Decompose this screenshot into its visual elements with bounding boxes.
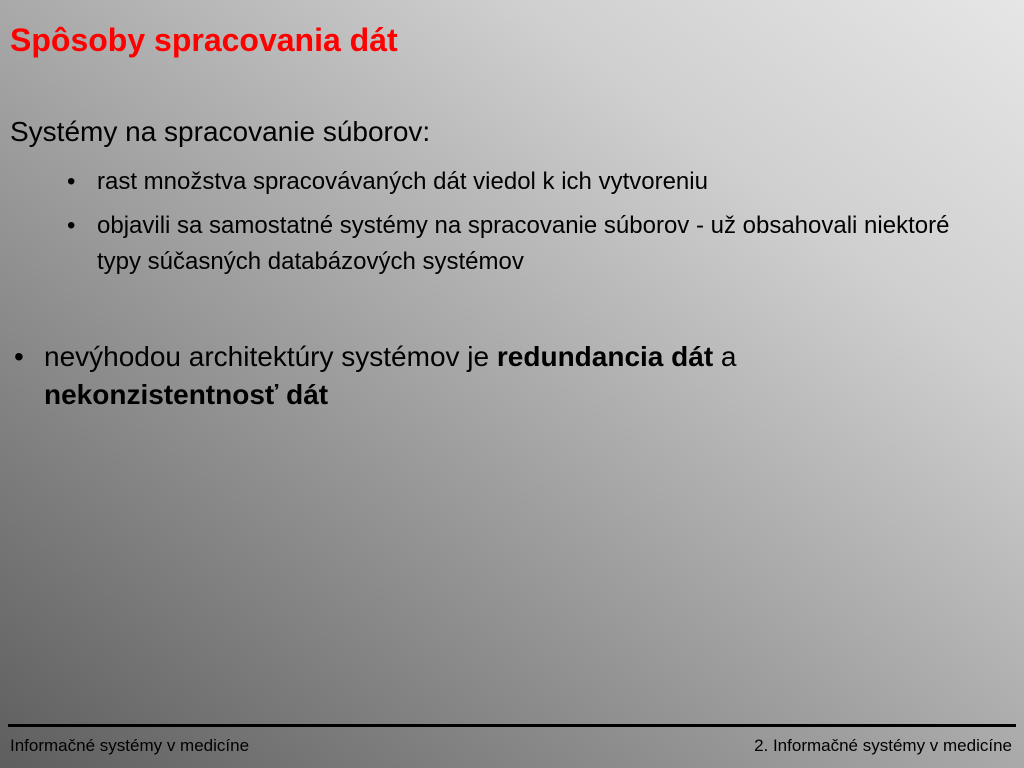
footer-left-text: Informačné systémy v medicíne <box>10 736 250 755</box>
bullet-icon: • <box>67 168 76 195</box>
sub-bullet-item <box>67 164 977 200</box>
sub-bullet-item <box>67 208 977 280</box>
emphasis-inconsistency: nekonzistentnosť dát <box>44 379 329 410</box>
sub-bullet-text: objavili sa samostatné systémy na spracovanie súborov - už obsahovali niektoré typy súčasných databázových systémov <box>97 212 950 275</box>
emphasis-redundancy: redundancia dát <box>496 341 714 372</box>
bullet-icon: • <box>67 212 76 239</box>
sub-bullet-text: rast množstva spracovávaných dát viedol k ich vytvoreniu <box>97 168 708 195</box>
bullet-icon: • <box>14 341 24 372</box>
main-bullet-item <box>14 338 944 414</box>
slide-title: Spôsoby spracovania dát <box>10 22 398 58</box>
main-text-middle: a <box>713 341 737 372</box>
section-heading: Systémy na spracovanie súborov: <box>10 116 431 147</box>
main-text-before: nevýhodou architektúry systémov je <box>44 341 497 372</box>
footer-divider <box>8 724 1016 727</box>
footer-right-text: 2. Informačné systémy v medicíne <box>754 736 1012 755</box>
